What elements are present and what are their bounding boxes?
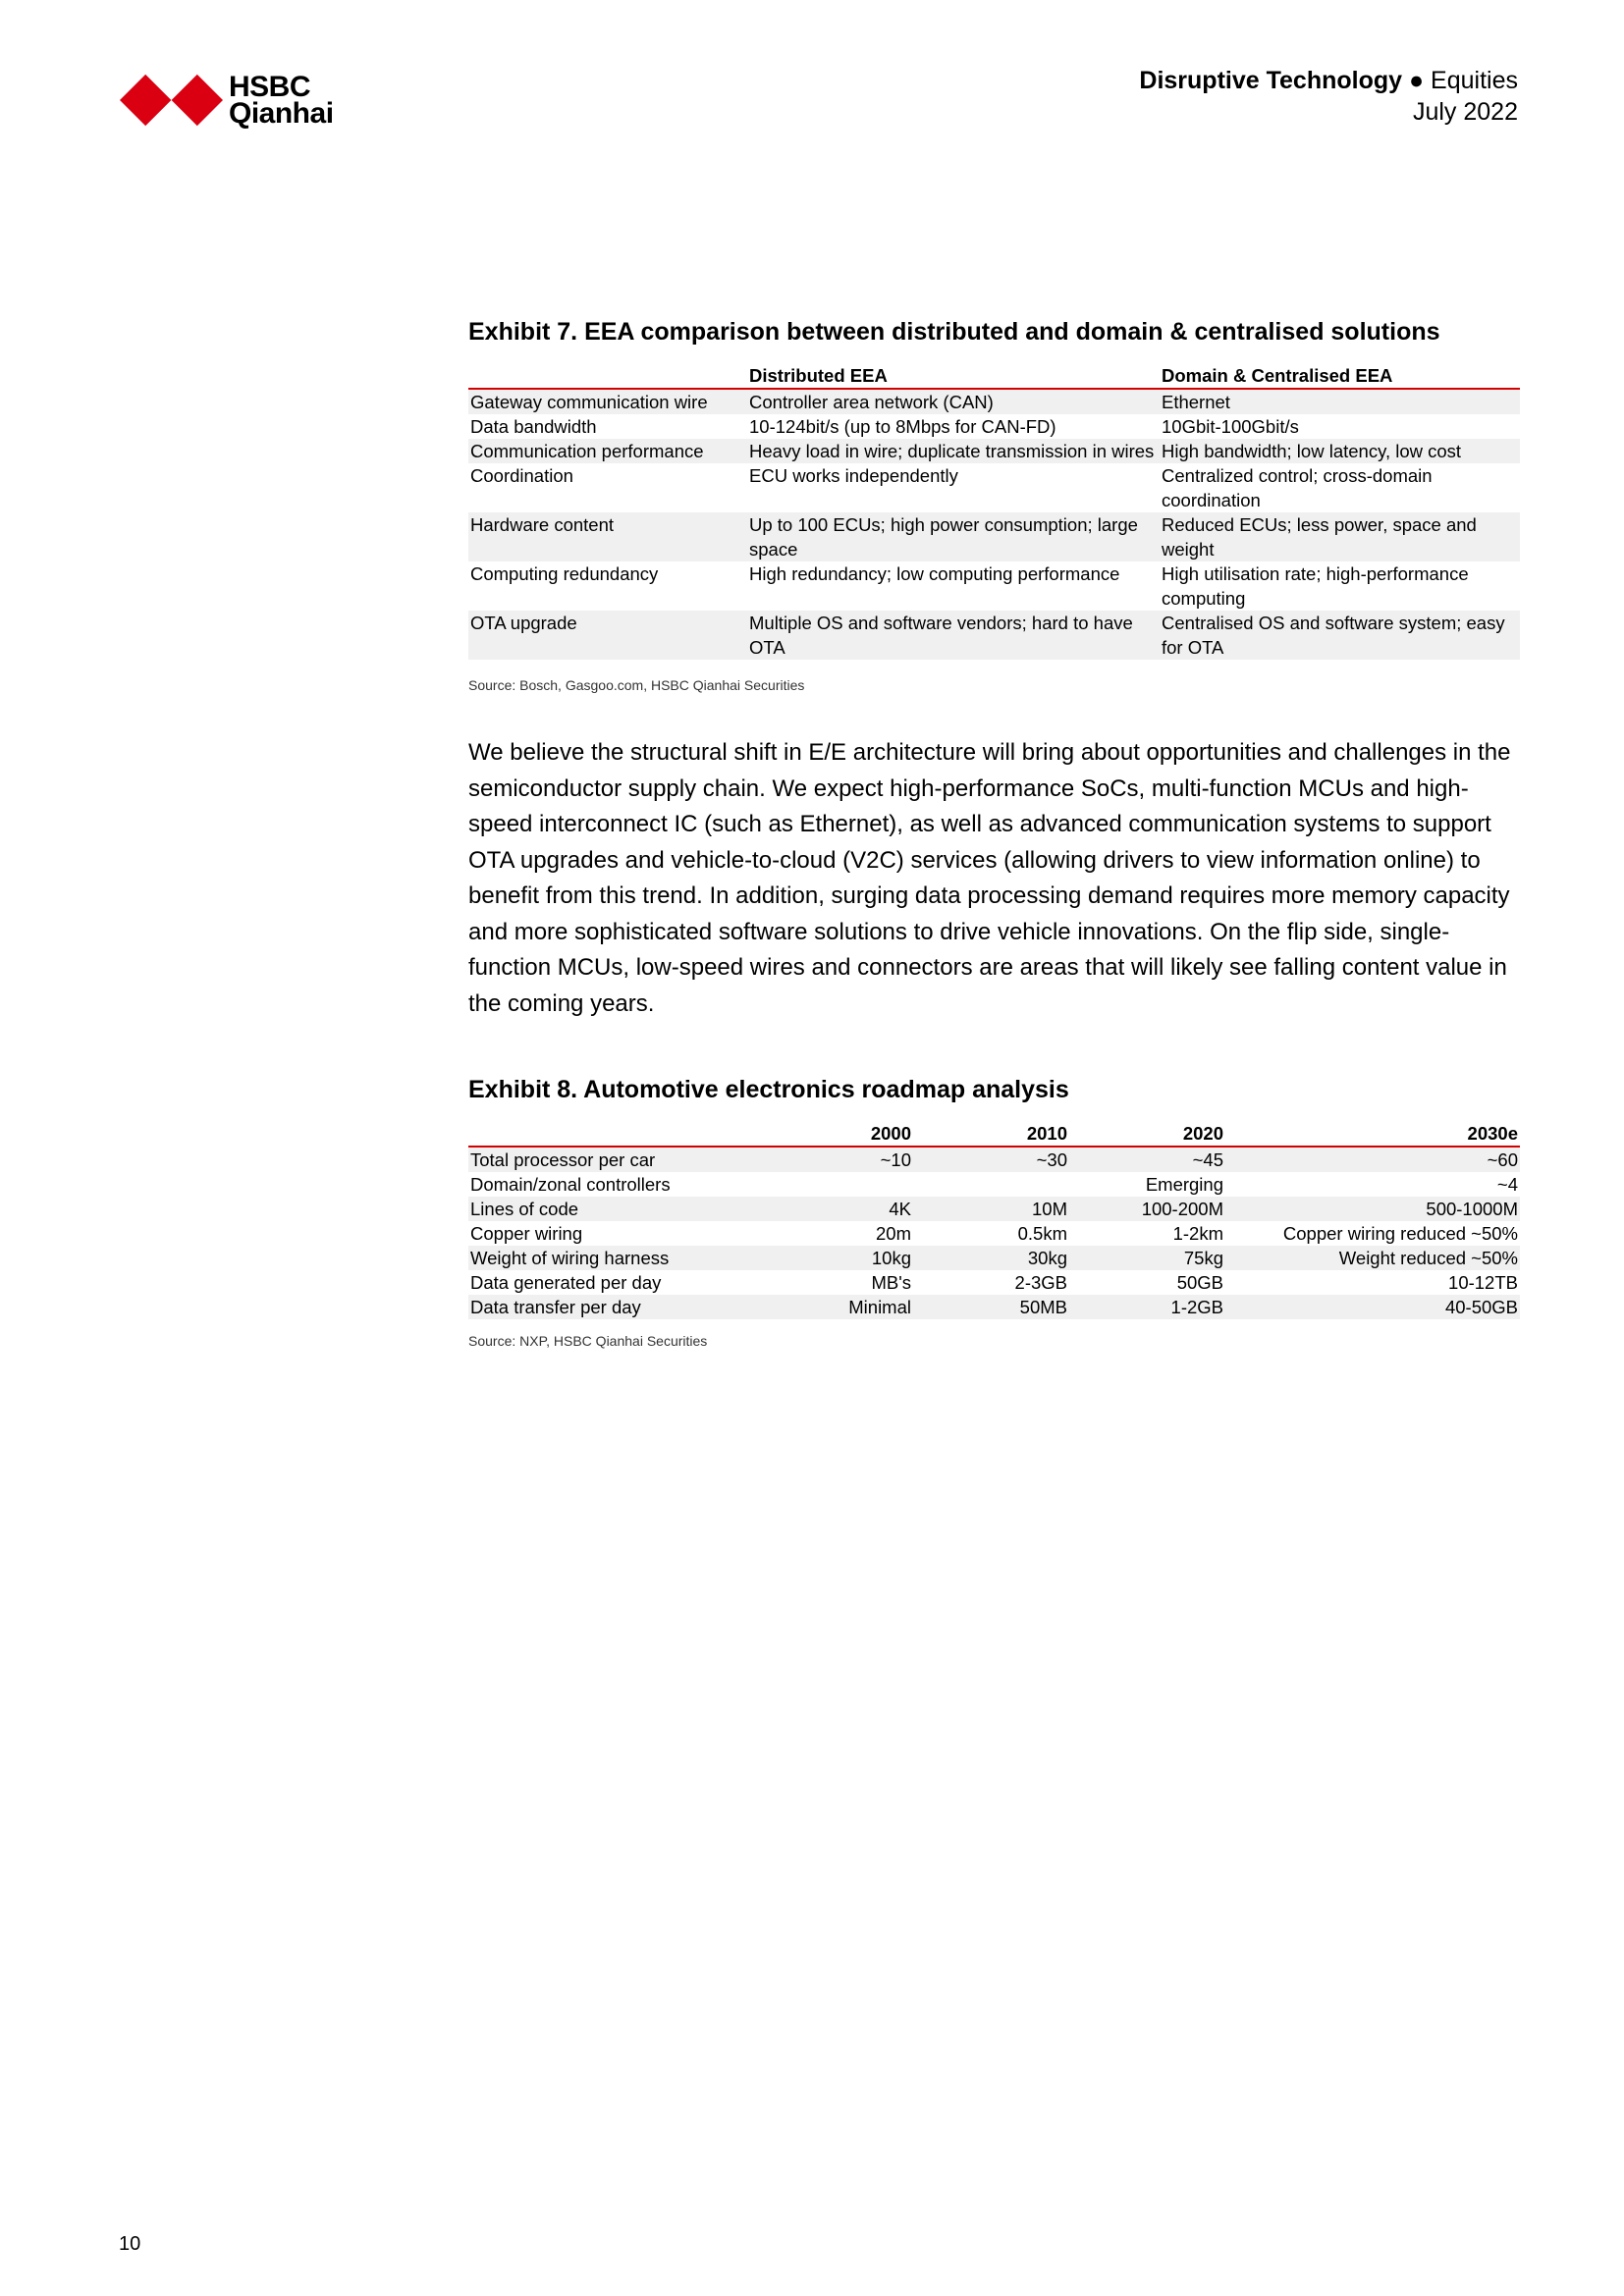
- exhibit-8-cell: [913, 1172, 1069, 1197]
- exhibit-8-cell: 50MB: [913, 1295, 1069, 1319]
- exhibit-8-cell: Total processor per car: [468, 1147, 704, 1172]
- exhibit-8-cell: 0.5km: [1017, 1223, 1067, 1244]
- header-section-line: [1139, 65, 1518, 96]
- logo-wordmark: [229, 71, 334, 130]
- exhibit-7-cell: OTA upgrade: [468, 611, 747, 660]
- exhibit-8-cell: ~4: [1496, 1174, 1518, 1195]
- exhibit-7-row: [468, 611, 1520, 660]
- exhibit-8-cell: Weight reduced ~50%: [1225, 1246, 1520, 1270]
- exhibit-7-cell: Centralized control; cross-domain coordination: [1162, 465, 1433, 510]
- exhibit-8-source: Source: NXP, HSBC Qianhai Securities: [468, 1333, 708, 1349]
- exhibit-7-cell: Multiple OS and software vendors; hard to have OTA: [747, 611, 1160, 660]
- exhibit-8-cell: Weight of wiring harness: [468, 1246, 704, 1270]
- exhibit-8-cell: [704, 1172, 913, 1197]
- exhibit-8-row: [468, 1270, 1520, 1295]
- exhibit-7-cell: Centralised OS and software system; easy for OTA: [1160, 611, 1520, 660]
- exhibit-8-cell: 4K: [704, 1197, 913, 1221]
- exhibit-7-cell: Controller area network (CAN): [747, 389, 1160, 414]
- exhibit-7-row: [468, 463, 1520, 512]
- exhibit-7-column-header: [468, 363, 747, 389]
- exhibit-7-source: Source: Bosch, Gasgoo.com, HSBC Qianhai Securities: [468, 677, 805, 693]
- exhibit-8-table: [468, 1121, 1520, 1319]
- exhibit-8-cell: Data transfer per day: [468, 1295, 704, 1319]
- exhibit-8-cell: ~30: [913, 1147, 1069, 1172]
- exhibit-8-cell: Emerging: [1145, 1174, 1223, 1195]
- exhibit-8-cell: Domain/zonal controllers: [470, 1174, 671, 1195]
- exhibit-8-cell: ~10: [704, 1147, 913, 1172]
- exhibit-8-cell: MB's: [871, 1272, 911, 1293]
- exhibit-7-column-header: Distributed EEA: [747, 363, 1160, 389]
- hsbc-qianhai-logo: [120, 71, 346, 130]
- exhibit-8-row: [468, 1295, 1520, 1319]
- exhibit-8-column-header: 2030e: [1225, 1121, 1520, 1147]
- exhibit-7-cell: High bandwidth; low latency, low cost: [1160, 439, 1520, 463]
- exhibit-7-cell: Heavy load in wire; duplicate transmission in wires: [747, 439, 1160, 463]
- logo-line-1: HSBC: [229, 71, 311, 103]
- exhibit-7-cell: Hardware content: [468, 512, 747, 561]
- exhibit-8-cell: 10M: [913, 1197, 1069, 1221]
- exhibit-8-cell: 40-50GB: [1225, 1295, 1520, 1319]
- exhibit-7-cell: Data bandwidth: [470, 416, 597, 437]
- exhibit-8-row: [468, 1197, 1520, 1221]
- exhibit-7-row: [468, 561, 1520, 611]
- exhibit-7-cell: Gateway communication wire: [468, 389, 747, 414]
- page-number: 10: [119, 2233, 141, 2255]
- exhibit-8-cell: 1-2GB: [1069, 1295, 1225, 1319]
- exhibit-8-cell: Minimal: [704, 1295, 913, 1319]
- header-separator: ●: [1402, 67, 1432, 94]
- exhibit-7-cell: 10Gbit-100Gbit/s: [1162, 416, 1299, 437]
- exhibit-7-row: [468, 414, 1520, 439]
- header-category: Equities: [1431, 67, 1518, 94]
- exhibit-8-title: Exhibit 8. Automotive electronics roadmap analysis: [468, 1076, 1069, 1103]
- exhibit-8-cell: 500-1000M: [1225, 1197, 1520, 1221]
- exhibit-8-cell: 1-2km: [1172, 1223, 1223, 1244]
- exhibit-8-header-row: [468, 1121, 1520, 1147]
- exhibit-7-cell: Ethernet: [1160, 389, 1520, 414]
- exhibit-7-title: Exhibit 7. EEA comparison between distributed and domain & centralised solutions: [468, 318, 1440, 346]
- page-header: [1139, 65, 1518, 128]
- header-section: Disruptive Technology: [1139, 67, 1403, 94]
- exhibit-8-cell: ~45: [1069, 1147, 1225, 1172]
- exhibit-7-row: [468, 439, 1520, 463]
- exhibit-8-cell: Copper wiring: [470, 1223, 583, 1244]
- exhibit-7-cell: Reduced ECUs; less power, space and weight: [1160, 512, 1520, 561]
- exhibit-8-cell: 10kg: [704, 1246, 913, 1270]
- exhibit-8-cell: 100-200M: [1069, 1197, 1225, 1221]
- exhibit-8-cell: 10-12TB: [1448, 1272, 1518, 1293]
- exhibit-8-cell: 75kg: [1069, 1246, 1225, 1270]
- exhibit-7-column-header: Domain & Centralised EEA: [1160, 363, 1520, 389]
- logo-line-2: Qianhai: [229, 97, 334, 130]
- header-date: July 2022: [1412, 98, 1518, 126]
- exhibit-8-column-header: 2000: [704, 1121, 913, 1147]
- exhibit-7-cell: High redundancy; low computing performance: [749, 563, 1120, 584]
- exhibit-8-cell: Data generated per day: [470, 1272, 662, 1293]
- hsbc-hexagon-icon: [120, 72, 223, 129]
- exhibit-7-cell: Communication performance: [468, 439, 747, 463]
- exhibit-8-column-header: 2020: [1069, 1121, 1225, 1147]
- exhibit-8-cell: 2-3GB: [1014, 1272, 1067, 1293]
- exhibit-7-table: [468, 363, 1520, 660]
- exhibit-8-row: [468, 1221, 1520, 1246]
- exhibit-8-cell: 50GB: [1176, 1272, 1223, 1293]
- exhibit-7-row: [468, 512, 1520, 561]
- exhibit-7-row: [468, 389, 1520, 414]
- exhibit-8-row: [468, 1172, 1520, 1197]
- body-paragraph: We believe the structural shift in E/E architecture will bring about opportunities and challenges in the semiconductor supply chain. We expect high-performance SoCs, multi-function MCUs and high-speed interconnect IC (such as Ethernet), as well as advanced communication systems to support OTA upgrades and vehicle-to-cloud (V2C) services (allowing drivers to view information online) to benefit from this trend. In addition, surging data processing demand requires more memory capacity and more sophisticated software solutions to drive vehicle innovations. On the flip side, single-function MCUs, low-speed wires and connectors are areas that will likely see falling content value in the coming years.: [468, 739, 1511, 1017]
- exhibit-8-row: [468, 1147, 1520, 1172]
- exhibit-7-cell: Coordination: [470, 465, 573, 486]
- exhibit-8-column-header: [468, 1121, 704, 1147]
- exhibit-8-cell: Lines of code: [468, 1197, 704, 1221]
- exhibit-7-cell: High utilisation rate; high-performance computing: [1162, 563, 1469, 609]
- exhibit-7-cell: ECU works independently: [749, 465, 958, 486]
- exhibit-8-column-header: 2010: [913, 1121, 1069, 1147]
- exhibit-8-cell: 30kg: [913, 1246, 1069, 1270]
- exhibit-8-cell: ~60: [1225, 1147, 1520, 1172]
- exhibit-7-cell: Up to 100 ECUs; high power consumption; large space: [747, 512, 1160, 561]
- exhibit-8-cell: 20m: [876, 1223, 911, 1244]
- exhibit-8-row: [468, 1246, 1520, 1270]
- exhibit-7-cell: 10-124bit/s (up to 8Mbps for CAN-FD): [749, 416, 1056, 437]
- exhibit-7-header-row: [468, 363, 1520, 389]
- exhibit-7-cell: Computing redundancy: [470, 563, 659, 584]
- exhibit-8-cell: Copper wiring reduced ~50%: [1282, 1223, 1518, 1244]
